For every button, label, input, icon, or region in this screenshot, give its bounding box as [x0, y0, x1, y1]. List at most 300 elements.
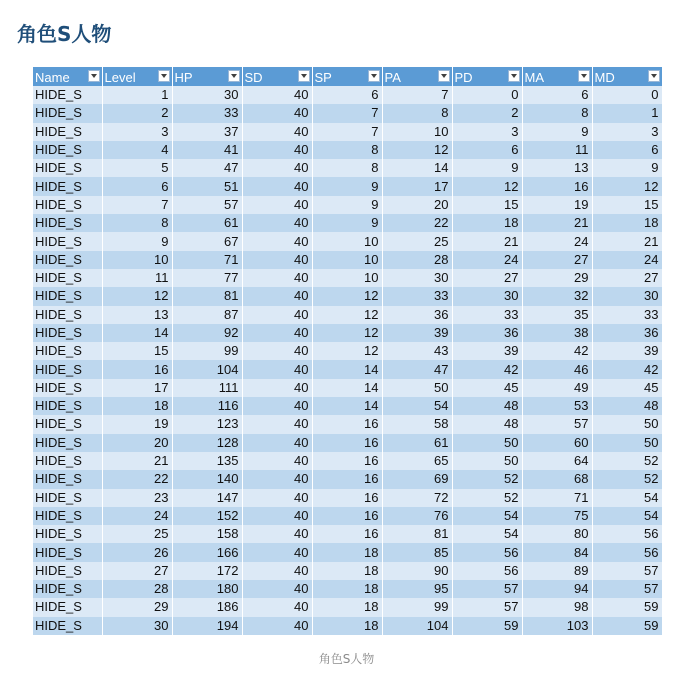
cell-pa: 47 [382, 360, 452, 378]
cell-hp: 140 [172, 470, 242, 488]
table-row [33, 196, 662, 214]
cell-sd: 40 [242, 470, 312, 488]
cell-hp: 172 [172, 562, 242, 580]
cell-sp: 12 [312, 287, 382, 305]
cell-sd: 40 [242, 159, 312, 177]
cell-sp: 9 [312, 177, 382, 195]
cell-level: 16 [102, 360, 172, 378]
table-row [33, 470, 662, 488]
cell-level: 14 [102, 324, 172, 342]
cell-sp: 6 [312, 86, 382, 104]
cell-hp: 41 [172, 141, 242, 159]
cell-level: 19 [102, 415, 172, 433]
cell-level: 17 [102, 379, 172, 397]
cell-name: HIDE_S [33, 324, 102, 342]
cell-md: 56 [592, 543, 662, 561]
table-row [33, 415, 662, 433]
table-row [33, 379, 662, 397]
table-row [33, 141, 662, 159]
cell-name: HIDE_S [33, 434, 102, 452]
cell-sd: 40 [242, 452, 312, 470]
table-row [33, 287, 662, 305]
cell-pa: 104 [382, 617, 452, 635]
cell-sd: 40 [242, 434, 312, 452]
cell-pd: 39 [452, 342, 522, 360]
filter-dropdown-icon[interactable] [158, 70, 170, 82]
cell-md: 42 [592, 360, 662, 378]
cell-md: 56 [592, 525, 662, 543]
filter-dropdown-icon[interactable] [508, 70, 520, 82]
cell-pd: 59 [452, 617, 522, 635]
cell-hp: 99 [172, 342, 242, 360]
cell-pd: 48 [452, 415, 522, 433]
cell-hp: 87 [172, 306, 242, 324]
cell-name: HIDE_S [33, 342, 102, 360]
cell-sd: 40 [242, 287, 312, 305]
table-row [33, 507, 662, 525]
cell-level: 15 [102, 342, 172, 360]
table-row [33, 306, 662, 324]
cell-hp: 104 [172, 360, 242, 378]
cell-hp: 81 [172, 287, 242, 305]
cell-ma: 35 [522, 306, 592, 324]
cell-md: 33 [592, 306, 662, 324]
cell-md: 52 [592, 452, 662, 470]
cell-pa: 36 [382, 306, 452, 324]
cell-md: 57 [592, 580, 662, 598]
cell-pa: 72 [382, 489, 452, 507]
table-row [33, 525, 662, 543]
cell-ma: 71 [522, 489, 592, 507]
cell-sp: 7 [312, 104, 382, 122]
cell-sp: 16 [312, 470, 382, 488]
character-stats-table [33, 67, 663, 635]
cell-pa: 85 [382, 543, 452, 561]
cell-level: 11 [102, 269, 172, 287]
cell-sp: 8 [312, 141, 382, 159]
cell-pd: 24 [452, 251, 522, 269]
cell-level: 3 [102, 123, 172, 141]
cell-hp: 77 [172, 269, 242, 287]
cell-sp: 16 [312, 525, 382, 543]
filter-dropdown-icon[interactable] [438, 70, 450, 82]
cell-sd: 40 [242, 269, 312, 287]
cell-md: 50 [592, 434, 662, 452]
cell-sp: 16 [312, 507, 382, 525]
table-row [33, 159, 662, 177]
cell-pa: 10 [382, 123, 452, 141]
column-header-hp [172, 67, 242, 86]
cell-sd: 40 [242, 580, 312, 598]
cell-level: 9 [102, 232, 172, 250]
cell-sp: 9 [312, 214, 382, 232]
cell-pa: 90 [382, 562, 452, 580]
cell-sd: 40 [242, 232, 312, 250]
cell-name: HIDE_S [33, 489, 102, 507]
cell-sd: 40 [242, 617, 312, 635]
cell-pd: 2 [452, 104, 522, 122]
cell-hp: 37 [172, 123, 242, 141]
filter-dropdown-icon[interactable] [578, 70, 590, 82]
cell-hp: 186 [172, 598, 242, 616]
cell-sd: 40 [242, 379, 312, 397]
cell-sd: 40 [242, 598, 312, 616]
filter-dropdown-icon[interactable] [648, 70, 660, 82]
cell-ma: 53 [522, 397, 592, 415]
cell-level: 27 [102, 562, 172, 580]
cell-sp: 10 [312, 269, 382, 287]
column-header-label: MA [524, 70, 544, 85]
cell-md: 30 [592, 287, 662, 305]
cell-name: HIDE_S [33, 397, 102, 415]
cell-pd: 54 [452, 525, 522, 543]
cell-pd: 48 [452, 397, 522, 415]
cell-level: 28 [102, 580, 172, 598]
column-header-sd [242, 67, 312, 86]
cell-md: 52 [592, 470, 662, 488]
table-row [33, 452, 662, 470]
cell-ma: 9 [522, 123, 592, 141]
cell-ma: 16 [522, 177, 592, 195]
cell-pa: 30 [382, 269, 452, 287]
cell-hp: 135 [172, 452, 242, 470]
cell-level: 23 [102, 489, 172, 507]
cell-sd: 40 [242, 489, 312, 507]
table-row [33, 562, 662, 580]
cell-sp: 14 [312, 397, 382, 415]
cell-pd: 45 [452, 379, 522, 397]
table-row [33, 214, 662, 232]
cell-level: 18 [102, 397, 172, 415]
cell-ma: 103 [522, 617, 592, 635]
cell-ma: 57 [522, 415, 592, 433]
cell-pa: 76 [382, 507, 452, 525]
cell-name: HIDE_S [33, 104, 102, 122]
cell-name: HIDE_S [33, 214, 102, 232]
cell-pa: 65 [382, 452, 452, 470]
filter-dropdown-icon[interactable] [228, 70, 240, 82]
cell-name: HIDE_S [33, 269, 102, 287]
cell-ma: 75 [522, 507, 592, 525]
column-header-label: Name [35, 70, 70, 85]
cell-name: HIDE_S [33, 196, 102, 214]
cell-ma: 60 [522, 434, 592, 452]
cell-pa: 12 [382, 141, 452, 159]
cell-level: 22 [102, 470, 172, 488]
table-row [33, 598, 662, 616]
cell-md: 24 [592, 251, 662, 269]
cell-sp: 16 [312, 489, 382, 507]
cell-pa: 28 [382, 251, 452, 269]
table-body [33, 86, 662, 635]
cell-sd: 40 [242, 397, 312, 415]
cell-pd: 36 [452, 324, 522, 342]
cell-hp: 180 [172, 580, 242, 598]
cell-sp: 14 [312, 379, 382, 397]
cell-name: HIDE_S [33, 306, 102, 324]
cell-sd: 40 [242, 324, 312, 342]
column-header-label: PD [454, 70, 473, 85]
table-row [33, 123, 662, 141]
cell-ma: 42 [522, 342, 592, 360]
cell-sp: 12 [312, 306, 382, 324]
cell-ma: 6 [522, 86, 592, 104]
cell-hp: 111 [172, 379, 242, 397]
table-row [33, 617, 662, 635]
cell-ma: 64 [522, 452, 592, 470]
cell-pa: 14 [382, 159, 452, 177]
cell-ma: 27 [522, 251, 592, 269]
cell-level: 20 [102, 434, 172, 452]
cell-sd: 40 [242, 104, 312, 122]
cell-pa: 43 [382, 342, 452, 360]
cell-hp: 71 [172, 251, 242, 269]
cell-name: HIDE_S [33, 543, 102, 561]
cell-pd: 6 [452, 141, 522, 159]
cell-pd: 57 [452, 580, 522, 598]
cell-pd: 57 [452, 598, 522, 616]
column-header-level [102, 67, 172, 86]
column-header-pa [382, 67, 452, 86]
table-row [33, 543, 662, 561]
cell-name: HIDE_S [33, 598, 102, 616]
column-header-label: MD [594, 70, 615, 85]
cell-name: HIDE_S [33, 470, 102, 488]
cell-hp: 57 [172, 196, 242, 214]
cell-md: 27 [592, 269, 662, 287]
cell-sd: 40 [242, 196, 312, 214]
cell-pa: 61 [382, 434, 452, 452]
cell-md: 50 [592, 415, 662, 433]
cell-level: 7 [102, 196, 172, 214]
header-row [33, 67, 662, 86]
filter-dropdown-icon[interactable] [88, 70, 100, 82]
column-header-md [592, 67, 662, 86]
cell-level: 29 [102, 598, 172, 616]
cell-sp: 16 [312, 452, 382, 470]
cell-sd: 40 [242, 562, 312, 580]
cell-pd: 27 [452, 269, 522, 287]
cell-ma: 24 [522, 232, 592, 250]
cell-md: 21 [592, 232, 662, 250]
cell-ma: 38 [522, 324, 592, 342]
cell-hp: 158 [172, 525, 242, 543]
cell-ma: 80 [522, 525, 592, 543]
cell-name: HIDE_S [33, 141, 102, 159]
cell-name: HIDE_S [33, 287, 102, 305]
cell-ma: 68 [522, 470, 592, 488]
cell-name: HIDE_S [33, 562, 102, 580]
column-header-label: HP [174, 70, 193, 85]
cell-pd: 56 [452, 543, 522, 561]
column-header-label: PA [384, 70, 401, 85]
cell-pd: 42 [452, 360, 522, 378]
cell-sd: 40 [242, 543, 312, 561]
cell-pa: 17 [382, 177, 452, 195]
cell-pd: 56 [452, 562, 522, 580]
cell-level: 24 [102, 507, 172, 525]
cell-name: HIDE_S [33, 123, 102, 141]
cell-name: HIDE_S [33, 617, 102, 635]
cell-ma: 21 [522, 214, 592, 232]
cell-level: 1 [102, 86, 172, 104]
cell-md: 1 [592, 104, 662, 122]
cell-sp: 7 [312, 123, 382, 141]
cell-sp: 10 [312, 232, 382, 250]
cell-md: 48 [592, 397, 662, 415]
cell-level: 10 [102, 251, 172, 269]
cell-pd: 30 [452, 287, 522, 305]
column-header-ma [522, 67, 592, 86]
cell-name: HIDE_S [33, 251, 102, 269]
filter-dropdown-icon[interactable] [368, 70, 380, 82]
cell-hp: 47 [172, 159, 242, 177]
cell-md: 3 [592, 123, 662, 141]
table-row [33, 86, 662, 104]
cell-sp: 8 [312, 159, 382, 177]
cell-md: 59 [592, 617, 662, 635]
cell-pa: 69 [382, 470, 452, 488]
cell-md: 59 [592, 598, 662, 616]
cell-pa: 20 [382, 196, 452, 214]
cell-sp: 18 [312, 580, 382, 598]
column-header-pd [452, 67, 522, 86]
cell-hp: 128 [172, 434, 242, 452]
cell-sp: 18 [312, 617, 382, 635]
cell-level: 5 [102, 159, 172, 177]
cell-ma: 89 [522, 562, 592, 580]
cell-pd: 15 [452, 196, 522, 214]
table-row [33, 489, 662, 507]
cell-ma: 29 [522, 269, 592, 287]
cell-name: HIDE_S [33, 525, 102, 543]
cell-sd: 40 [242, 525, 312, 543]
cell-hp: 147 [172, 489, 242, 507]
column-header-label: SD [244, 70, 263, 85]
cell-md: 15 [592, 196, 662, 214]
cell-sd: 40 [242, 141, 312, 159]
cell-pd: 0 [452, 86, 522, 104]
cell-name: HIDE_S [33, 232, 102, 250]
table-row [33, 434, 662, 452]
column-header-name [33, 67, 102, 86]
cell-ma: 94 [522, 580, 592, 598]
table-row [33, 580, 662, 598]
cell-sd: 40 [242, 342, 312, 360]
cell-ma: 32 [522, 287, 592, 305]
cell-md: 36 [592, 324, 662, 342]
cell-name: HIDE_S [33, 177, 102, 195]
cell-hp: 67 [172, 232, 242, 250]
cell-hp: 194 [172, 617, 242, 635]
cell-sp: 18 [312, 543, 382, 561]
cell-name: HIDE_S [33, 379, 102, 397]
cell-md: 54 [592, 507, 662, 525]
cell-md: 39 [592, 342, 662, 360]
filter-dropdown-icon[interactable] [298, 70, 310, 82]
cell-sp: 10 [312, 251, 382, 269]
cell-ma: 46 [522, 360, 592, 378]
page-title: 角色S人物 [17, 22, 112, 46]
cell-level: 21 [102, 452, 172, 470]
cell-sp: 16 [312, 434, 382, 452]
table-row [33, 397, 662, 415]
cell-level: 2 [102, 104, 172, 122]
cell-pa: 81 [382, 525, 452, 543]
cell-name: HIDE_S [33, 415, 102, 433]
cell-hp: 123 [172, 415, 242, 433]
cell-pa: 95 [382, 580, 452, 598]
cell-md: 12 [592, 177, 662, 195]
cell-sd: 40 [242, 415, 312, 433]
cell-level: 8 [102, 214, 172, 232]
cell-sd: 40 [242, 214, 312, 232]
cell-name: HIDE_S [33, 360, 102, 378]
cell-name: HIDE_S [33, 507, 102, 525]
cell-ma: 11 [522, 141, 592, 159]
cell-name: HIDE_S [33, 452, 102, 470]
cell-level: 13 [102, 306, 172, 324]
table-row [33, 360, 662, 378]
table-row [33, 232, 662, 250]
cell-md: 6 [592, 141, 662, 159]
cell-pa: 33 [382, 287, 452, 305]
cell-pd: 33 [452, 306, 522, 324]
cell-md: 18 [592, 214, 662, 232]
cell-hp: 166 [172, 543, 242, 561]
cell-pa: 7 [382, 86, 452, 104]
cell-sd: 40 [242, 177, 312, 195]
cell-pa: 99 [382, 598, 452, 616]
cell-name: HIDE_S [33, 86, 102, 104]
cell-pd: 52 [452, 489, 522, 507]
cell-hp: 61 [172, 214, 242, 232]
cell-sp: 14 [312, 360, 382, 378]
cell-sp: 12 [312, 324, 382, 342]
cell-pd: 12 [452, 177, 522, 195]
cell-pa: 50 [382, 379, 452, 397]
table-row [33, 177, 662, 195]
cell-pd: 3 [452, 123, 522, 141]
column-header-sp [312, 67, 382, 86]
cell-pa: 39 [382, 324, 452, 342]
cell-sd: 40 [242, 251, 312, 269]
table-header [33, 67, 662, 86]
cell-pd: 54 [452, 507, 522, 525]
cell-pd: 9 [452, 159, 522, 177]
cell-name: HIDE_S [33, 159, 102, 177]
cell-sd: 40 [242, 86, 312, 104]
cell-hp: 92 [172, 324, 242, 342]
cell-sp: 18 [312, 562, 382, 580]
cell-level: 26 [102, 543, 172, 561]
table-row [33, 324, 662, 342]
column-header-label: Level [104, 70, 136, 85]
cell-level: 12 [102, 287, 172, 305]
cell-level: 4 [102, 141, 172, 159]
cell-md: 9 [592, 159, 662, 177]
cell-pd: 21 [452, 232, 522, 250]
cell-sd: 40 [242, 123, 312, 141]
cell-hp: 33 [172, 104, 242, 122]
cell-sp: 12 [312, 342, 382, 360]
cell-sp: 9 [312, 196, 382, 214]
cell-ma: 13 [522, 159, 592, 177]
cell-sd: 40 [242, 507, 312, 525]
cell-pa: 8 [382, 104, 452, 122]
cell-pd: 52 [452, 470, 522, 488]
cell-level: 30 [102, 617, 172, 635]
